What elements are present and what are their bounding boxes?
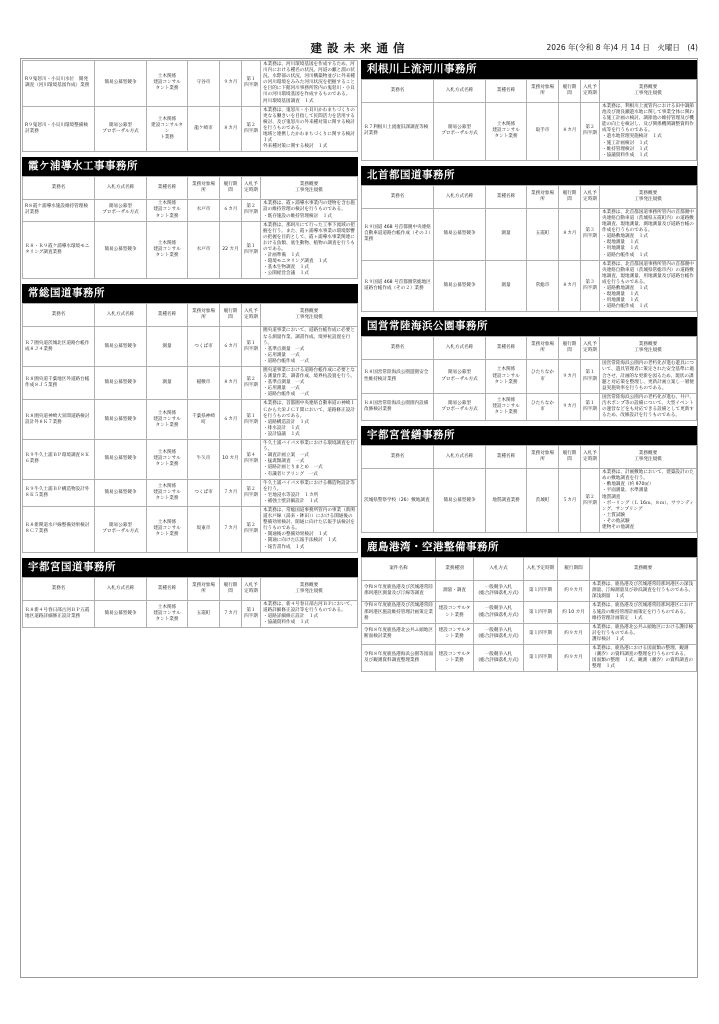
project-name-cell: Ｒ９牛久土浦ＢＰ構造物設計外８Ｋ５業務 bbox=[23, 479, 95, 506]
industry-cell: 測量 bbox=[147, 367, 188, 400]
bid-timing-cell: 第２ 四半期 bbox=[242, 367, 261, 400]
table-row bbox=[23, 367, 358, 400]
project-name-cell: R９鬼怒川・小貝川水位 開発調査（河川環境基図作成）業務 bbox=[23, 61, 95, 107]
header-summary: 業務概要 工事発注規模 bbox=[600, 185, 697, 208]
header-period: 履行期間 bbox=[559, 337, 581, 360]
industry-cell: 土木関係 建設コンサル タント業務 bbox=[147, 479, 188, 506]
location-cell: 牛久市 bbox=[188, 440, 220, 480]
table-row bbox=[362, 393, 697, 420]
summary-cell: 本業務は、北首都国道事務所管内の首都圏中央連絡自動車道（茨城県常総市内）の道路敷地調査、現地測量、用地測量及び道路台帳作成を行うものである。 ・道路敷地調査 １式 ・現地測量 １式 ・用地測量 １式 ・道路台帳作成 １式 bbox=[600, 260, 697, 312]
header-summary: 業務概要 工事発注規模 bbox=[261, 577, 358, 600]
bid-timing-cell: 第１ 四半期 bbox=[242, 61, 261, 107]
header-location: 入札予定時期 bbox=[524, 558, 558, 581]
period-cell: 10 カ月 bbox=[220, 440, 242, 480]
header-location: 業務対象場所 bbox=[527, 337, 559, 360]
table-row bbox=[23, 61, 358, 107]
summary-cell: 本業務は、鬼怒川・小貝川かわまちづくりの更なる働きいを目指して民間活力を活用する検討、及び鬼怒川の外来種対策に関する検討を行うものである。 地域と連携したかわまちづくりに関する検討 １式 外来種対策に関する検討 １式 bbox=[261, 106, 358, 152]
header-row bbox=[362, 185, 697, 208]
header-period: 履行期間 bbox=[559, 446, 581, 469]
period-cell: 約９カ月 bbox=[558, 644, 590, 671]
summary-cell: 国営常陸海浜公園内の老朽化が進む遊具について、遊具管理者に策定された安全基準に適合させ、計画的な更新を図るため、現状の課題と対応策を整理し、更新計画立案し一層便益実施効率を行うものである。 bbox=[600, 360, 697, 393]
bid-method-cell: 簡易公募型 プロポーザル方式 bbox=[434, 103, 486, 161]
section-header-kitashuto: 北首都国道事務所 bbox=[361, 166, 697, 185]
industry-cell: 土木関係 建設コンサル タント業務 bbox=[147, 440, 188, 480]
header-period: 履行期間 bbox=[220, 577, 242, 600]
header-bid-method: 入札方式名称 bbox=[95, 177, 147, 200]
header-bid-method: 入札方式名称 bbox=[434, 185, 486, 208]
table-row bbox=[362, 103, 697, 161]
table-row bbox=[362, 360, 697, 393]
header-row bbox=[362, 558, 697, 581]
period-cell: 約９カ月 bbox=[558, 581, 590, 602]
header-project-name: 業務名 bbox=[23, 577, 95, 600]
period-cell: ９カ月 bbox=[559, 360, 581, 393]
summary-cell: 本業務は、計画敷地において、建築設計のための敷地調査を行う。 ・敷地調査（約 970㎡） ・平面測量、水準測量 地質調査 ・ボーリング（Ｌ 16ｍ、８ｍ）、サウンディング、サンプリング ・土質試験 ・その他試験 建物その他調査 bbox=[600, 469, 697, 533]
summary-cell: 本業務は、鹿島港及び茨城港常陸那珂港区の深浅測量、汀線測量及び砂浜調査を行うものである。 深浅測量 １式 bbox=[590, 581, 697, 602]
header-summary: 業務概要 工事発注規模 bbox=[600, 80, 697, 103]
masthead bbox=[22, 40, 698, 56]
bid-method-cell: 簡易公募型競争 bbox=[95, 367, 147, 400]
period-cell: ８カ月 bbox=[559, 260, 581, 312]
table-tone bbox=[361, 79, 697, 161]
bid-method-cell: 測量・調査 bbox=[436, 581, 474, 602]
summary-cell: 本業務は、首都圏中央連絡自動車道の神崎ＩＣから大栄ＪＣＴ間において、道路修正設計を行うものである。 ・道路構造設計 １式 ・排水設計 １式 ・設計協議 １式 bbox=[261, 400, 358, 440]
header-industry: 業種名称 bbox=[486, 446, 527, 469]
header-bid-timing: 入札予定時期 bbox=[242, 577, 261, 600]
header-industry: 業種名称 bbox=[147, 177, 188, 200]
location-cell: 第１四半期 bbox=[524, 581, 558, 602]
industry-cell: 測量 bbox=[486, 208, 527, 260]
table-row bbox=[23, 400, 358, 440]
industry-cell: 土木関係 建設コンサル タント業務 bbox=[486, 103, 527, 161]
project-name-cell: R９鬼怒川・小貝川環境整備検討業務 bbox=[23, 106, 95, 152]
bid-method-cell: 簡易公募型競争 bbox=[95, 221, 147, 279]
project-name-cell: R８霞ケ浦導水施設維持管理検討業務 bbox=[23, 200, 95, 221]
project-name-cell: Ｒ７利根川上流復旧課調査等検討業務 bbox=[362, 103, 434, 161]
header-project-name: 案件名称 bbox=[362, 558, 436, 581]
header-industry: 業種名称 bbox=[147, 577, 188, 600]
summary-cell: 本業務は、新４号春日部古河ＢＰにおいて、道路詳細修正設計等を行うものである。 ・道路詳細修正設計 １式 ・協議資料作成 １式 bbox=[261, 600, 358, 627]
project-name-cell: Ｒ８圏央道千葉地区外道路台帳作成８Ｊ５業務 bbox=[23, 367, 95, 400]
period-cell: ７カ月 bbox=[220, 600, 242, 627]
bid-timing-cell: 第３ 四半期 bbox=[581, 208, 600, 260]
header-row bbox=[362, 80, 697, 103]
summary-cell: 牛久土浦バイパス事業における構造物設計等を行う。 ・宅地浸水等設計 １カ所 ・補強土壁詳細設計 １式 bbox=[261, 479, 358, 506]
project-name-cell: 令和８年度鹿島港北公共ふ頭地区断面検討業務 bbox=[362, 623, 436, 644]
period-cell: ８カ月 bbox=[559, 103, 581, 161]
bid-timing-cell: 第１ 四半期 bbox=[581, 393, 600, 420]
industry-cell: 土木関係 建設コンサル タント業務 bbox=[147, 200, 188, 221]
industry-cell: 土木関係 建設コンサル タント業務 bbox=[147, 600, 188, 627]
header-bid-method: 入札方式名称 bbox=[434, 446, 486, 469]
industry-cell: 測量 bbox=[486, 260, 527, 312]
location-cell: 五霞町 bbox=[527, 208, 559, 260]
header-bid-method: 入札方式名称 bbox=[95, 577, 147, 600]
location-cell: 五霞町 bbox=[188, 600, 220, 627]
bid-timing-cell: 第１ 四半期 bbox=[581, 360, 600, 393]
header-bid-method: 入札方式名称 bbox=[95, 304, 147, 327]
table-row bbox=[23, 106, 358, 152]
industry-cell: 土木関係 建設コンサル タント業務 bbox=[486, 360, 527, 393]
location-cell: 第１四半期 bbox=[524, 623, 558, 644]
header-industry: 業種名称 bbox=[486, 337, 527, 360]
header-bid-timing: 入札予定時期 bbox=[581, 337, 600, 360]
bid-timing-cell: 第２ 四半期 bbox=[242, 479, 261, 506]
period-cell: 約 10 カ月 bbox=[558, 602, 590, 623]
table-utsunomiya-kokudo bbox=[22, 577, 358, 628]
industry-cell: 土木関係 建設コンサル タント業務 bbox=[147, 506, 188, 552]
header-period: 履行期間 bbox=[559, 185, 581, 208]
bid-timing-cell: 第１ 四半期 bbox=[242, 221, 261, 279]
header-bid-method: 入札方式名称 bbox=[434, 80, 486, 103]
header-period: 履行期間 bbox=[220, 177, 242, 200]
header-summary: 業務概要 工事発注規模 bbox=[600, 446, 697, 469]
header-location: 業務対象場所 bbox=[527, 185, 559, 208]
bid-method-cell: 簡易公募型競争 bbox=[95, 61, 147, 107]
bid-method-cell: 簡易公募型競争 bbox=[434, 208, 486, 260]
bid-timing-cell: 第２ 四半期 bbox=[242, 506, 261, 552]
project-name-cell: 令和８年度鹿島港及び茨城港常陸那珂港区測量及び汀線等調査 bbox=[362, 581, 436, 602]
location-cell: 茨城町 bbox=[527, 469, 559, 533]
period-cell: ８カ月 bbox=[559, 208, 581, 260]
project-name-cell: Ｒ９国道 468 号首都圏常総地区道路台帳作成（その２）業務 bbox=[362, 260, 434, 312]
table-kashima bbox=[361, 557, 697, 672]
table-joso bbox=[22, 303, 358, 552]
header-location: 業務対象場所 bbox=[188, 177, 220, 200]
header-industry: 業種名称 bbox=[486, 185, 527, 208]
header-bid-method: 業務種別 bbox=[436, 558, 474, 581]
header-row bbox=[23, 577, 358, 600]
bid-timing-cell: 第１ 四半期 bbox=[242, 327, 261, 367]
section-header-hitachi: 国営常陸海浜公園事務所 bbox=[361, 317, 697, 336]
section-header-joso: 常総国道事務所 bbox=[22, 284, 358, 303]
industry-cell: 一般競争入札 (総合評価落札方式) bbox=[474, 602, 524, 623]
industry-cell: 一般競争入札 (総合評価落札方式) bbox=[474, 623, 524, 644]
project-name-cell: 令和８年度鹿島港海浜公園等図面及び観測資料調査整理業務 bbox=[362, 644, 436, 671]
bid-method-cell: 簡易公募型競争 bbox=[434, 469, 486, 533]
summary-cell: 本業務は、常総国道事務所管内の事業（新関道水戸線（湯来・鉾田））における開通後の整備効果検討、開通に向けた広報手法検討を行うものである。 ・開通後の整備効果検討 １式 ・開通に向けた広報手法検討 １式 ・報告書作成 １式 bbox=[261, 506, 358, 552]
industry-cell: 測量 bbox=[147, 327, 188, 367]
project-name-cell: Ｒ８国営常陸海浜公園園内設備改修検討業務 bbox=[362, 393, 434, 420]
header-project-name: 業務名 bbox=[362, 337, 434, 360]
right-column bbox=[361, 60, 697, 672]
summary-cell: 本業務は、利根川上流管内における田中調節池及び渡良瀬遊水地に関して事業全体に関わる施工計画の検討、調節池の維持管理及び機能の向上を検討し、及び関係機関調整資料作成等を行うものである。 ・遊水地管理実施検討 １式 ・施工計画検討 １式 ・維持管理検討 １式 ・協議資料作成 １式 bbox=[600, 103, 697, 161]
summary-cell: 本業務は、河川環境基図を作成するため、河川内における種名の状況、河道の瀬と淵の状況、水際部の状況、河川構築物並びに外来種の河川環境をみみた河川状況を把握することを目的に下館河川事務所管内の鬼怒川・小貝川の河川環境基図を作成するものである。 河川環境基図調査 １式 bbox=[261, 61, 358, 107]
header-industry: 業種名称 bbox=[486, 80, 527, 103]
period-cell: 22 カ月 bbox=[220, 221, 242, 279]
header-bid-timing: 入札予定時期 bbox=[581, 446, 600, 469]
table-kitashuto bbox=[361, 185, 697, 313]
header-period: 履行期間 bbox=[220, 304, 242, 327]
header-industry: 入札方式 bbox=[474, 558, 524, 581]
project-name-cell: Ｒ８新４号春日部古河ＢＰ五霞地区道路詳細修正設計業務 bbox=[23, 600, 95, 627]
header-project-name: 業務名 bbox=[23, 177, 95, 200]
location-cell: 坂東市 bbox=[188, 506, 220, 552]
section-header-tone: 利根川上流河川事務所 bbox=[361, 60, 697, 79]
header-industry: 業種名称 bbox=[147, 304, 188, 327]
section-header-kashima: 鹿島港湾・空港整備事務所 bbox=[361, 538, 697, 557]
header-row bbox=[362, 446, 697, 469]
bid-timing-cell: 第２ 四半期 bbox=[581, 103, 600, 161]
location-cell: ひたちなか 市 bbox=[527, 393, 559, 420]
location-cell: 稲敷市 bbox=[188, 367, 220, 400]
industry-cell: 一般競争入札 (総合評価落札方式) bbox=[474, 581, 524, 602]
table-row bbox=[23, 440, 358, 480]
header-location: 業務対象場所 bbox=[527, 446, 559, 469]
project-name-cell: Ｒ８・Ｒ９霞ケ浦導水環境モニタリング調査業務 bbox=[23, 221, 95, 279]
location-cell: 守谷市 bbox=[188, 61, 220, 107]
period-cell: ８カ月 bbox=[220, 106, 242, 152]
table-row bbox=[362, 623, 697, 644]
bid-method-cell: 簡易公募型 プロポーザル方式 bbox=[434, 393, 486, 420]
header-project-name: 業務名 bbox=[23, 304, 95, 327]
period-cell: ７カ月 bbox=[220, 506, 242, 552]
bid-method-cell: 簡易公募型競争 bbox=[95, 479, 147, 506]
project-name-cell: Ｒ８圏央道神崎大栄間道路検討設計外８Ｋ７業務 bbox=[23, 400, 95, 440]
project-name-cell: Ｒ８国営常陸海浜公園遊園安全性維持検討業務 bbox=[362, 360, 434, 393]
header-location: 業務対象場所 bbox=[188, 304, 220, 327]
industry-cell: 一般競争入札 (総合評価落札方式) bbox=[474, 644, 524, 671]
table-row bbox=[23, 479, 358, 506]
project-name-cell: 令和８年度鹿島港及び茨城港常陸那珂港区施設維持管理計画策定業務 bbox=[362, 602, 436, 623]
table-top-continued bbox=[22, 60, 358, 152]
location-cell: 水戸市 bbox=[188, 200, 220, 221]
summary-cell: 本業務は、霞ヶ浦導水事業内の建物を含む施設の維持管理の検討を行うものである。 ・既存施設の維持管理検討 １式 bbox=[261, 200, 358, 221]
period-cell: ９カ月 bbox=[559, 393, 581, 420]
header-row bbox=[362, 337, 697, 360]
header-project-name: 業務名 bbox=[362, 446, 434, 469]
location-cell: 千葉県神崎 町 bbox=[188, 400, 220, 440]
industry-cell: 土木関係 建設コンサルタン ト業務 bbox=[147, 106, 188, 152]
bid-method-cell: 簡易公募型競争 bbox=[95, 440, 147, 480]
table-row bbox=[23, 506, 358, 552]
bid-method-cell: 簡易公募型競争 bbox=[95, 400, 147, 440]
bid-method-cell: 建設コンサルタント業務 bbox=[436, 602, 474, 623]
table-row bbox=[362, 208, 697, 260]
bid-timing-cell: 第２ 四半期 bbox=[581, 469, 600, 533]
period-cell: ９カ月 bbox=[220, 61, 242, 107]
location-cell: 水戸市 bbox=[188, 221, 220, 279]
header-location: 業務対象場所 bbox=[188, 577, 220, 600]
summary-cell: 牛久土浦バイパス事業における環境調査を行う。 ・調査計画立案 一式 ・猛禽類調査 一式 ・道路計画とりまとめ 一式 ・有識者ヒアリング 一式 bbox=[261, 440, 358, 480]
bid-method-cell: 簡易公募型競争 bbox=[95, 600, 147, 627]
newspaper-title: 建設未来通信 bbox=[310, 41, 410, 55]
table-row bbox=[23, 221, 358, 279]
location-cell: 常総市 bbox=[527, 260, 559, 312]
header-location: 業務対象場所 bbox=[527, 80, 559, 103]
location-cell: つくば市 bbox=[188, 479, 220, 506]
header-bid-timing: 入札予定時期 bbox=[242, 177, 261, 200]
summary-cell: 国営常陸海浜公園内の老朽化が進む、井戸、汚水ポンプ等の設備について、大型イベントの運営などをも対応できる設備として更新するため、改修設計を行うものである。 bbox=[600, 393, 697, 420]
summary-cell: 本業務は、北首都国道事務所管内の首都圏中央連絡自動車道（茨城県五霞町内）の道路敷地調査、現地測量、測地測量及び道路台帳の作成を行うものである。 ・道路敷地調査 １式 ・現地測量 １式 ・用地測量 １式 ・道路台帳作成 １式 bbox=[600, 208, 697, 260]
location-cell: 第１四半期 bbox=[524, 644, 558, 671]
section-header-kasumigaura: 霞ケ浦導水工事事務所 bbox=[22, 157, 358, 176]
project-name-cell: Ｒ９国道 468 号首都圏中央連絡自動車道道路台帳作成（その３）業務 bbox=[362, 208, 434, 260]
header-bid-timing: 入札予定時期 bbox=[581, 185, 600, 208]
table-hitachi bbox=[361, 336, 697, 421]
period-cell: ５カ月 bbox=[559, 469, 581, 533]
industry-cell: 土木関係 建設コンサル タント業務 bbox=[147, 221, 188, 279]
header-period: 履行期間 bbox=[558, 558, 590, 581]
table-kasumigaura bbox=[22, 176, 358, 279]
bid-timing-cell: 第２ 四半期 bbox=[242, 200, 261, 221]
table-utsunomiya-eizen bbox=[361, 445, 697, 533]
bid-timing-cell: 第４ 四半期 bbox=[242, 440, 261, 480]
bid-method-cell: 建設コンサルタント業務 bbox=[436, 644, 474, 671]
industry-cell: 地質調査業務 bbox=[486, 469, 527, 533]
bid-method-cell: 簡易公募型 プロポーザル方式 bbox=[95, 106, 147, 152]
bid-method-cell: 建設コンサルタント業務 bbox=[436, 623, 474, 644]
header-bid-method: 入札方式名称 bbox=[434, 337, 486, 360]
section-header-utsunomiya-kokudo: 宇都宮国道事務所 bbox=[22, 558, 358, 577]
summary-cell: 本業務は、那珂川にて行った工事下流域の把握を行う。また、霞ヶ浦導水事業の環境影響の把握を目的として、霞ヶ浦導水事業関連における魚類、底生動物、植物の調査を行うものである。 ・計画準備 １式 ・環境モニタリング調査 １式 ・基本生物調査 １式 ・公開経営会議 １式 bbox=[261, 221, 358, 279]
table-row bbox=[362, 260, 697, 312]
period-cell: ６カ月 bbox=[220, 200, 242, 221]
location-cell: ひたちなか 市 bbox=[527, 360, 559, 393]
industry-cell: 土木関係 建設コンサル タント業務 bbox=[147, 61, 188, 107]
project-name-cell: Ｒ７圏央道茨城北区道路台帳作成８Ｊ４業務 bbox=[23, 327, 95, 367]
bid-timing-cell: 第１ 四半期 bbox=[242, 400, 261, 440]
section-header-utsunomiya-eizen: 宇都宮営繕事務所 bbox=[361, 426, 697, 445]
left-column bbox=[22, 60, 358, 628]
table-row bbox=[362, 469, 697, 533]
period-cell: ６カ月 bbox=[220, 327, 242, 367]
industry-cell: 土木関係 建設コンサル タント業務 bbox=[486, 393, 527, 420]
table-row bbox=[362, 644, 697, 671]
issue-date: 2026 年(令和 8 年)4 月 14 日 火曜日 (4) bbox=[546, 43, 698, 52]
bid-method-cell: 簡易公募型競争 bbox=[434, 260, 486, 312]
header-bid-timing: 業務概要 bbox=[590, 558, 697, 581]
project-name-cell: 茨城県警察学校（26）敷地調査 bbox=[362, 469, 434, 533]
bid-timing-cell: 第１ 四半期 bbox=[242, 600, 261, 627]
header-period: 履行期間 bbox=[559, 80, 581, 103]
header-bid-timing: 入札予定時期 bbox=[581, 80, 600, 103]
project-name-cell: Ｒ９牛久土浦ＢＰ環境調査８Ｋ６業務 bbox=[23, 440, 95, 480]
period-cell: ７カ月 bbox=[220, 479, 242, 506]
bid-method-cell: 簡易公募型競争 bbox=[95, 327, 147, 367]
period-cell: 約９カ月 bbox=[558, 623, 590, 644]
table-row bbox=[362, 581, 697, 602]
summary-cell: 圏央道事業における道路台帳作成に必要となる測量作業、調書作成、境界杭設置を行う。 ・基準点測量 一式 ・応用測量 一式 ・道路台帳作成 一式 bbox=[261, 367, 358, 400]
bid-timing-cell: 第３ 四半期 bbox=[581, 260, 600, 312]
bid-method-cell: 簡易公募型 プロポーザル方式 bbox=[434, 360, 486, 393]
header-bid-timing: 入札予定時期 bbox=[242, 304, 261, 327]
header-summary: 業務概要 工事発注規模 bbox=[261, 304, 358, 327]
header-project-name: 業務名 bbox=[362, 185, 434, 208]
bid-timing-cell: 第２ 四半期 bbox=[242, 106, 261, 152]
table-row bbox=[362, 602, 697, 623]
location-cell: 取手市 bbox=[527, 103, 559, 161]
header-summary: 業務概要 工事発注規模 bbox=[261, 177, 358, 200]
industry-cell: 土木関係 建設コンサル タント業務 bbox=[147, 400, 188, 440]
header-row bbox=[23, 177, 358, 200]
header-summary: 業務概要 工事発注規模 bbox=[600, 337, 697, 360]
location-cell: 第１四半期 bbox=[524, 602, 558, 623]
table-row bbox=[23, 600, 358, 627]
project-name-cell: Ｒ８新関道水戸線整備効果検討８Ｃ７業務 bbox=[23, 506, 95, 552]
period-cell: ６カ月 bbox=[220, 400, 242, 440]
location-cell: つくば市 bbox=[188, 327, 220, 367]
header-project-name: 業務名 bbox=[362, 80, 434, 103]
period-cell: ８カ月 bbox=[220, 367, 242, 400]
table-row bbox=[23, 200, 358, 221]
summary-cell: 本業務は、鹿島港及び茨城港常陸那珂港区における施設の維持管理計画策定を行うものである。 維持管理計画策定 １式 bbox=[590, 602, 697, 623]
bid-method-cell: 簡易公募型 プロポーザル方式 bbox=[95, 506, 147, 552]
header-row bbox=[23, 304, 358, 327]
summary-cell: 本業務は、鹿島港における図面類の整理、観測（潮汐）の資料調査の整理を行うものである。 図面類の整理 １式、観測（潮汐）の資料調査の整理 １式 bbox=[590, 644, 697, 671]
summary-cell: 本業務は、鹿島港北公共ふ頭地区における護岸検討を行うものである。 護岸検討 １式 bbox=[590, 623, 697, 644]
table-row bbox=[23, 327, 358, 367]
bid-method-cell: 簡易公募型 プロポーザル方式 bbox=[95, 200, 147, 221]
location-cell: 龍ケ崎市 bbox=[188, 106, 220, 152]
summary-cell: 圏央道事業において、道路台帳作成に必要となる測量作業、調書作成、境界杭設置を行う。 ・基準点測量 一式 ・応用測量 一式 ・道路台帳作成 一式 bbox=[261, 327, 358, 367]
